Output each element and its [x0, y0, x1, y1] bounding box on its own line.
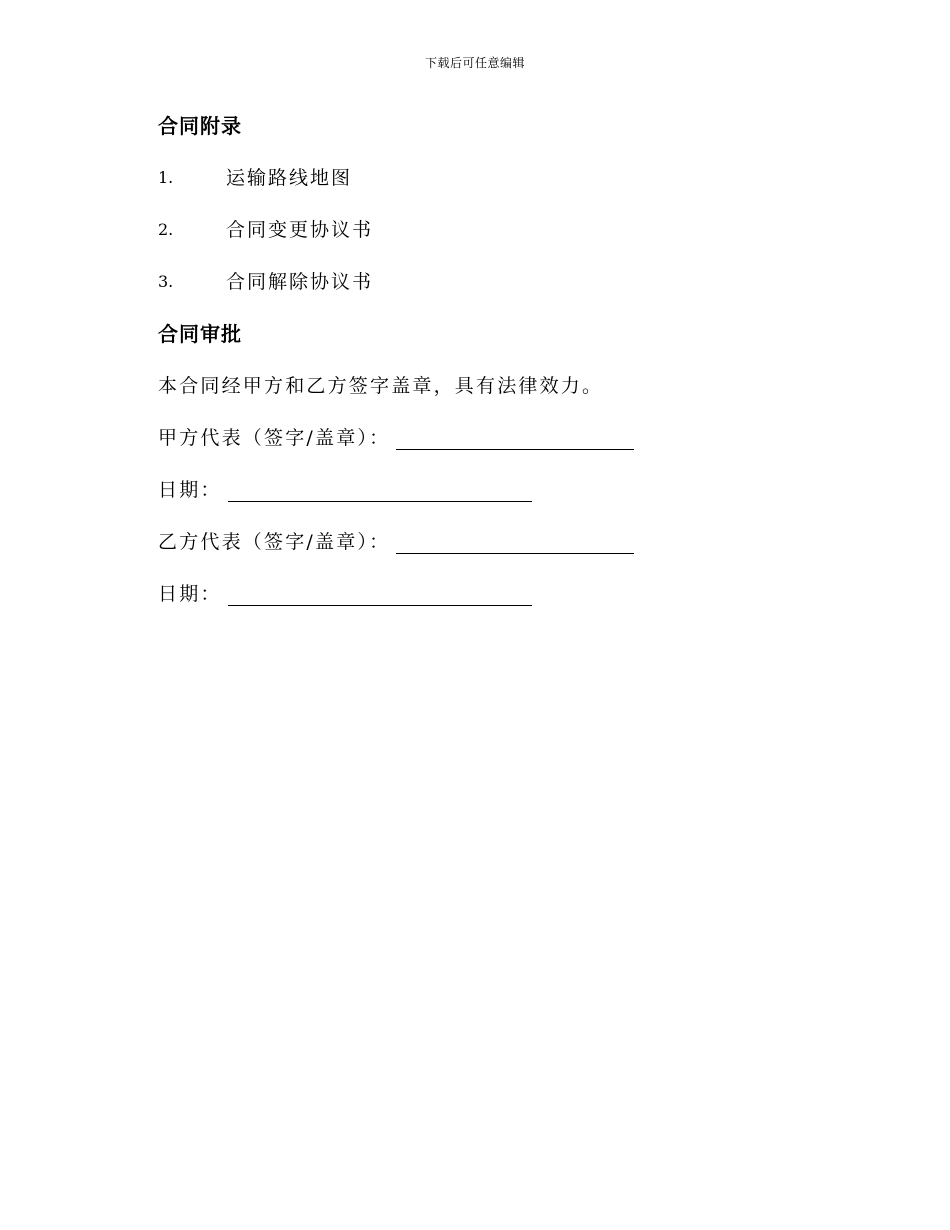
- party-a-date-line: [158, 474, 798, 506]
- date-label: 日期：: [158, 583, 222, 605]
- party-b-date-line: [158, 578, 798, 610]
- appendix-item: [158, 162, 798, 194]
- document-body: [158, 110, 798, 630]
- list-number: 1.: [158, 168, 174, 187]
- party-a-date-blank[interactable]: [228, 477, 532, 502]
- date-label: 日期：: [158, 479, 222, 501]
- party-b-date-blank[interactable]: [228, 581, 532, 606]
- list-number: 3.: [158, 272, 174, 291]
- page-header: 下载后可任意编辑: [424, 56, 525, 70]
- appendix-item: [158, 266, 798, 298]
- party-a-signature-blank[interactable]: [396, 425, 634, 450]
- list-label: 合同变更协议书: [226, 219, 374, 241]
- party-a-signature-line: [158, 422, 798, 454]
- approval-heading: 合同审批: [158, 322, 242, 346]
- list-number: 2.: [158, 220, 174, 239]
- appendix-heading: 合同附录: [158, 114, 242, 138]
- party-b-signature-blank[interactable]: [396, 529, 634, 554]
- approval-statement: 本合同经甲方和乙方签字盖章，具有法律效力。: [158, 375, 604, 397]
- list-label: 运输路线地图: [226, 167, 353, 189]
- appendix-item: [158, 214, 798, 246]
- party-b-signature-line: [158, 526, 798, 558]
- party-a-label: 甲方代表（签字/盖章）：: [158, 427, 391, 449]
- party-b-label: 乙方代表（签字/盖章）：: [158, 531, 391, 553]
- list-label: 合同解除协议书: [226, 271, 374, 293]
